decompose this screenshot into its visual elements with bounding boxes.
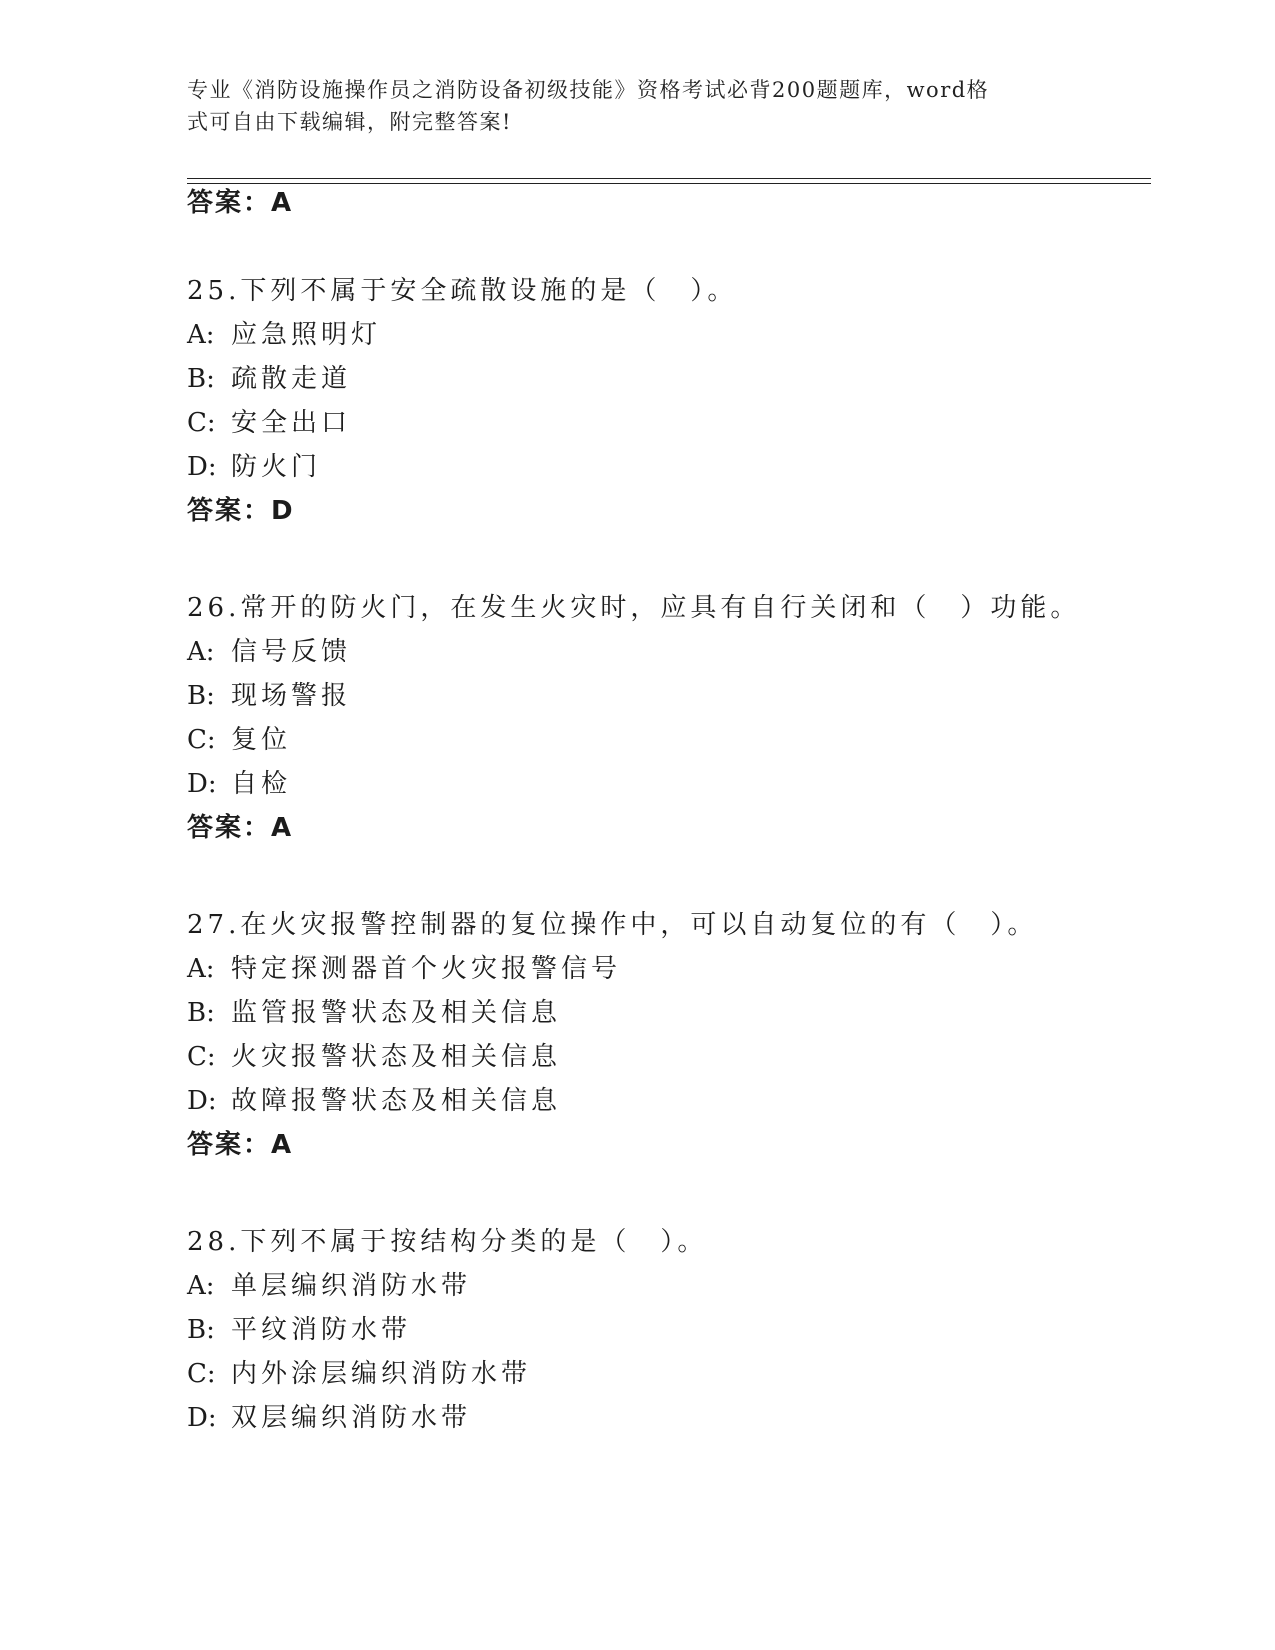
- option-letter: C:: [187, 1042, 216, 1072]
- question-option: [187, 996, 561, 1030]
- question-option: [187, 1401, 471, 1435]
- header-line-2: 式可自由下载编辑，附完整答案!: [187, 110, 512, 134]
- option-text: 防火门: [231, 452, 322, 482]
- option-letter: A:: [187, 320, 215, 350]
- answer-line: [187, 811, 293, 845]
- option-text: 监管报警状态及相关信息: [231, 998, 562, 1028]
- answer-line: [187, 1128, 293, 1162]
- answer-label: 答案：: [187, 188, 272, 218]
- question-option: [187, 1040, 561, 1074]
- option-text: 特定探测器首个火灾报警信号: [231, 954, 622, 984]
- question-option: [187, 767, 291, 801]
- question-option: [187, 679, 351, 713]
- question-option: [187, 318, 381, 352]
- option-text: 双层编织消防水带: [231, 1403, 472, 1433]
- option-letter: D:: [187, 1086, 217, 1116]
- option-letter: D:: [187, 1403, 217, 1433]
- question-option: [187, 1313, 411, 1347]
- question-option: [187, 952, 621, 986]
- option-letter: A:: [187, 637, 215, 667]
- option-text: 现场警报: [231, 681, 352, 711]
- option-text: 单层编织消防水带: [231, 1271, 472, 1301]
- question-option: [187, 1357, 531, 1391]
- option-letter: B:: [187, 364, 215, 394]
- option-letter: A:: [187, 1271, 215, 1301]
- option-text: 安全出口: [231, 408, 352, 438]
- option-letter: D:: [187, 452, 217, 482]
- answer-label: 答案：: [187, 1130, 272, 1160]
- header-rule-bottom: [187, 183, 1151, 184]
- header-rule-top: [187, 178, 1151, 179]
- question-stem: 26.常开的防火门，在发生火灾时，应具有自行关闭和（ ）功能。: [187, 593, 1081, 623]
- option-letter: A:: [187, 954, 215, 984]
- question-stem: 25.下列不属于安全疏散设施的是（ ）。: [187, 276, 738, 306]
- option-text: 信号反馈: [231, 637, 352, 667]
- question-stem: 28.下列不属于按结构分类的是（ ）。: [187, 1227, 708, 1257]
- option-text: 内外涂层编织消防水带: [231, 1359, 532, 1389]
- option-letter: C:: [187, 408, 216, 438]
- question-stem: 27.在火灾报警控制器的复位操作中，可以自动复位的有（ ）。: [187, 910, 1038, 940]
- question-option: [187, 406, 351, 440]
- option-letter: D:: [187, 769, 217, 799]
- option-letter: B:: [187, 1315, 215, 1345]
- option-text: 平纹消防水带: [231, 1315, 412, 1345]
- answer-line: [187, 186, 293, 220]
- answer-value: A: [271, 188, 294, 218]
- answer-label: 答案：: [187, 813, 272, 843]
- answer-line: [187, 494, 295, 528]
- question-option: [187, 450, 321, 484]
- answer-value: A: [271, 813, 294, 843]
- answer-label: 答案：: [187, 496, 272, 526]
- question-option: [187, 1084, 561, 1118]
- header-line-1: 专业《消防设施操作员之消防设备初级技能》资格考试必背200题题库，word格: [187, 78, 990, 102]
- option-text: 火灾报警状态及相关信息: [231, 1042, 562, 1072]
- question-option: [187, 723, 291, 757]
- answer-value: D: [271, 496, 295, 526]
- option-letter: B:: [187, 681, 215, 711]
- option-text: 应急照明灯: [231, 320, 382, 350]
- option-text: 复位: [231, 725, 292, 755]
- option-letter: B:: [187, 998, 215, 1028]
- answer-value: A: [271, 1130, 294, 1160]
- question-option: [187, 635, 351, 669]
- question-option: [187, 362, 351, 396]
- option-text: 自检: [231, 769, 292, 799]
- option-text: 故障报警状态及相关信息: [231, 1086, 562, 1116]
- option-letter: C:: [187, 1359, 216, 1389]
- option-letter: C:: [187, 725, 216, 755]
- option-text: 疏散走道: [231, 364, 352, 394]
- document-header: [187, 74, 1067, 138]
- question-option: [187, 1269, 471, 1303]
